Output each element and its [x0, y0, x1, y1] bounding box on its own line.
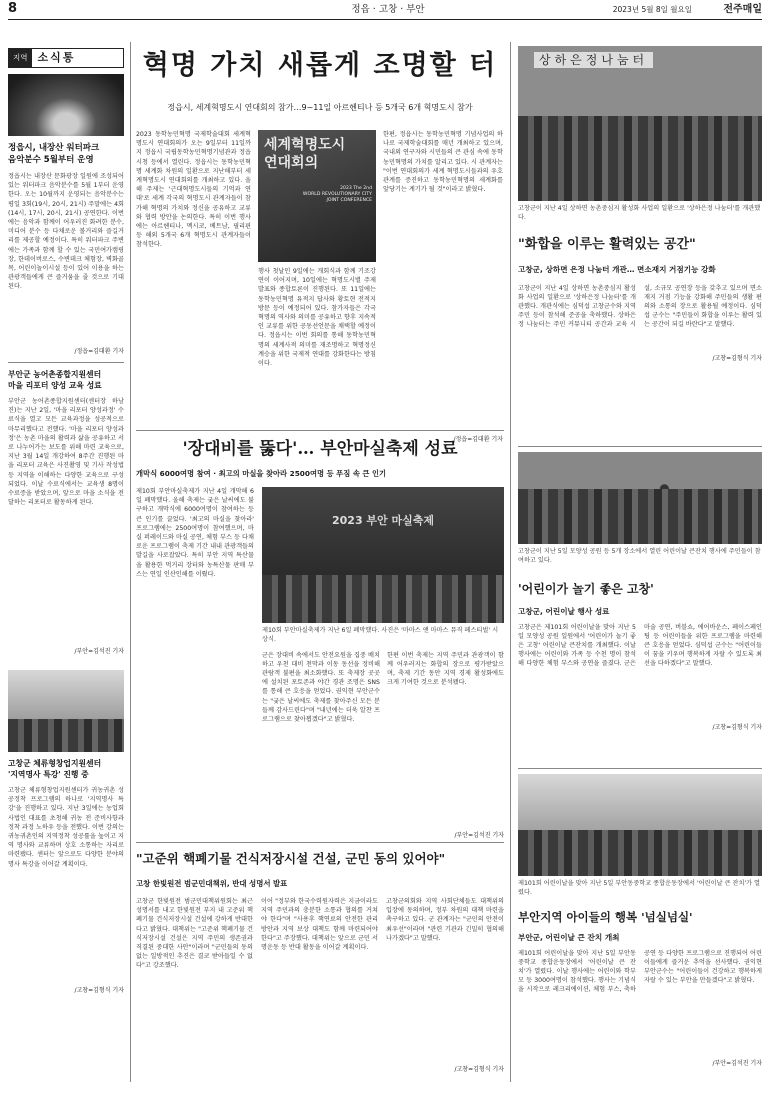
top-story — [136, 46, 504, 449]
right-top-story — [518, 46, 762, 363]
mid-story-byline: /부안=김석진 기자 — [454, 831, 504, 839]
mid-story-caption: 제10회 부안마실축제가 지난 6일 폐막했다. 사진은 '마마스 앤 마마스 뮤직 페스티벌' 시상식. — [262, 627, 499, 643]
ceremony-photo — [518, 46, 762, 201]
story3-byline: /고창=김형식 기자 — [74, 987, 124, 994]
bottom-story-body-3: 고창군의회와 지역 사회단체들도 대책위의 입장에 동의하며, 정부 차원의 대책 마련을 촉구하고 있다. 군 관계자는 "군민의 안전이 최우선"이라며 "관련 기관과 긴밀히 협의해 나가겠다"고 말했다. — [386, 898, 504, 942]
tag-region: 지역 — [9, 48, 32, 68]
mid-story — [136, 436, 504, 867]
right-mid-caption: 고창군이 지난 5일 모양성 공원 등 5개 장소에서 열린 어린이날 큰잔치 행사에 주민들이 참여하고 있다. — [518, 548, 761, 564]
right-top-byline: /고창=김형식 기자 — [712, 354, 762, 362]
story3-headline: 고창군 체류형창업지원센터 '지역명사 특강' 진행 중 — [8, 759, 102, 779]
divider — [8, 362, 124, 363]
top-story-body-1: 2023 동학농민혁명 국제학술대회 세계혁명도시 연대회의가 오는 9일부터 11일까지 정읍시 국립동학농민혁명기념관과 정읍시청 등에서 열린다. 정읍시는 동학농민혁명 세계화 차원의 일환으로 지난해부터 세계혁명도시 연대회의를 개최하고 있다. 올해 주제는 '근대혁명도시들의 기억과 연대'로 세계 각국의 혁명도시 관계자들이 참가해 혁명의 가치와 정신을 공유하고 교류와 협력 방안을 논의한다. 특히 이번 행사에는 아르헨티나, 멕시코, 베트남, 필리핀 등 해외 5개국 6개 혁명도시 관계자들이 참석한다. — [136, 131, 251, 249]
story2-headline: 부안군 농어촌종합지원센터 마을 리포터 양성 교육 성료 — [8, 370, 102, 390]
top-story-byline: /정읍=김대환 기자 — [453, 436, 503, 443]
section-title: 정읍 · 고창 · 부안 — [351, 4, 425, 15]
right-mid-kicker: 고창군, 어린이날 행사 성료 — [518, 606, 610, 616]
kids-event-photo — [518, 774, 762, 876]
lecture-photo — [8, 670, 124, 752]
divider — [136, 842, 504, 843]
bottom-story-headline: "고준위 핵폐기물 건식저장시설 건설, 군민 동의 있어야" — [136, 851, 446, 866]
newspaper-brand: 전주매일 — [723, 4, 762, 15]
mid-story-body-2: 군은 장대비 속에서도 안전요원을 집중 배치하고 우천 대비 천막과 이동 동선을 정비해 관람객 불편을 최소화했다. 또 축제장 곳곳에 설치된 포토존과 야간 경관 조명은 SNS를 통해 큰 호응을 얻었다. 권익현 부안군수는 "궂은 날씨에도 축제를 찾아주신 모든 분들께 감사드린다"며 "내년에는 더욱 알찬 프로그램으로 찾아뵙겠다"고 밝혔다. — [262, 651, 380, 724]
mid-story-body-1: 제10회 부안마실축제가 지난 4일 개막해 6일 폐막했다. 올해 축제는 궂은 날씨에도 불구하고 개막식에 6000여명이 참여하는 등 큰 인기를 끌었다. '최고의 마실을 찾아라' 프로그램에는 2500여명이 참여했으며, 마실 퍼레이드와 마실 공연, 체험 부스 등 다채로운 프로그램이 축제 기간 내내 관광객들의 발길을 사로잡았다. 특히 부안 지역 특산물을 활용한 먹거리 장터와 농특산물 판매 부스는 연일 인산인해를 이뤘다. — [136, 488, 254, 578]
building-sign: 상하은정나눔터 — [534, 52, 653, 68]
bottom-story-body-2: 이어 "정부와 한국수력원자력은 지금이라도 지역 주민과의 충분한 소통과 협의를 거쳐야 한다"며 "사용후 핵연료의 안전한 관리 방안과 지역 보상 대책도 함께 마련되어야 한다"고 주장했다. 대책위는 앞으로 군민 서명운동 등 반대 활동을 이어갈 계획이다. — [261, 898, 378, 952]
right-bottom-body: 제101회 어린이날을 맞아 지난 5일 부안동중학교 종합운동장에서 '어린이날 큰 잔치'가 열렸다. 이날 행사에는 어린이와 학부모 등 3000여명이 참석했다. 행사는 기념식을 시작으로 레크리에이션, 체험 부스, 축하 공연 등 다양한 프로그램으로 진행되어 어린이들에게 즐거운 추억을 선사했다. 권익현 부안군수는 "어린이들이 건강하고 행복하게 자랄 수 있는 부안을 만들겠다"고 밝혔다. — [518, 949, 762, 994]
bottom-story-subhead: 고창 한빛원전 범군민대책위, 반대 성명서 발표 — [136, 879, 288, 888]
right-top-kicker: 고창군, 상하면 은정 나눔터 개관… 면소재지 거점기능 강화 — [518, 264, 716, 274]
right-bottom-caption: 제101회 어린이날을 맞아 지난 5일 부안동중학교 종합운동장에서 '어린이날 큰 잔치'가 열렸다. — [518, 880, 761, 896]
top-story-body-2: 행사 첫날인 9일에는 개회식과 함께 기조강연이 이어지며, 10일에는 혁명도시별 주제발표와 종합토론이 진행된다. 또 11일에는 동학농민혁명 유적지 답사와 황토현 전적지 방문 등이 예정되어 있다. 참가자들은 각국 혁명의 역사와 의미를 공유하고 향후 지속적인 교류를 위한 공동선언문을 채택할 예정이다. 정읍시는 이번 회의를 통해 동학농민혁명의 세계사적 의미를 재조명하고 혁명정신 계승을 위한 국제적 연대를 강화한다는 방침이다. — [258, 268, 376, 368]
divider — [136, 430, 504, 431]
right-mid-body: 고창군은 제101회 어린이날을 맞아 지난 5일 모양성 공원 일원에서 '어린이가 놀기 좋은 고창' 어린이날 큰잔치를 개최했다. 이날 행사에는 어린이와 가족 등 수천 명이 참석해 다양한 체험 부스와 공연을 즐겼다. 군은 마술 공연, 버블쇼, 에어바운스, 페이스페인팅 등 어린이들을 위한 프로그램을 마련해 큰 호응을 얻었다. 심덕섭 군수는 "어린이들이 꿈을 키우며 행복하게 자랄 수 있도록 최선을 다하겠다"고 말했다. — [518, 623, 762, 668]
tag-title: 소식통 — [37, 51, 76, 64]
right-bottom-quote: 부안지역 아이들의 행복 '넘실넘실' — [518, 909, 693, 924]
top-story-headline: 혁명 가치 새롭게 조명할 터 — [142, 50, 498, 81]
story1-byline: /정읍=김대환 기자 — [74, 348, 124, 355]
top-story-subhead: 정읍시, 세계혁명도시 연대회의 참가…9~11일 아르헨티나 등 5개국 6개 혁명도시 참가 — [167, 103, 473, 112]
bottom-story-body-1: 고창군 한빛원전 범군민대책위원회는 최근 성명서를 내고 한빛원전 부지 내 고준위 핵폐기물 건식저장시설 건설에 강하게 반대한다고 밝혔다. 대책위는 "고준위 핵폐기물 건식저장시설 건설은 지역 주민의 생존권과 직결된 중대한 사안"이라며 "군민들의 동의 없는 일방적인 추진은 결코 받아들일 수 없다"고 강조했다. — [136, 898, 253, 970]
page-number: 8 — [8, 1, 18, 16]
poster-title: 세계혁명도시 연대회의 — [264, 137, 346, 171]
right-top-caption: 고창군이 지난 4일 상하면 농촌중심지 활성화 사업의 일환으로 '상하은정 나눔터'를 개관했다. — [518, 205, 761, 221]
left-column — [8, 48, 124, 995]
page-header — [8, 0, 762, 20]
mid-story-body-3: 한편 이번 축제는 지역 주민과 관광객이 함께 어우러지는 화합의 장으로 평가받았으며, 축제 기간 동안 지역 경제 활성화에도 크게 기여한 것으로 분석됐다. — [387, 651, 504, 687]
column-divider-right — [510, 42, 511, 1082]
right-bottom-byline: /부안=김석진 기자 — [712, 1059, 762, 1067]
divider — [518, 768, 762, 769]
divider — [518, 446, 762, 447]
right-mid-byline: /고창=김형식 기자 — [712, 723, 762, 731]
right-bottom-kicker: 부안군, 어린이날 큰 잔치 개최 — [518, 932, 620, 942]
right-top-body: 고창군이 지난 4일 상하면 농촌중심지 활성화 사업의 일환으로 '상하은정 나눔터'를 개관했다. 개관식에는 심덕섭 고창군수와 지역 주민 등이 참석해 준공을 축하했다. 상하은정 나눔터는 주민 커뮤니티 공간과 교육 시설, 소규모 공연장 등을 갖추고 있으며 면소재지 거점 기능을 강화해 주민들의 생활 편의와 소통의 장으로 활용될 예정이다. 심덕섭 군수는 "주민들이 화합을 이루는 활력 있는 공간이 되길 바란다"고 말했다. — [518, 284, 762, 329]
story3-body: 고창군 체류형창업지원센터가 귀농귀촌 성공정착 프로그램의 하나로 '지역명사 특강'을 진행하고 있다. 지난 3일에는 농업회사법인 대표를 초청해 귀농 전 준비사항과 정착 과정 노하우 등을 전했다. 이번 강의는 귀농귀촌인의 지역정착 성공률을 높이고 지역 명사와 교류하며 상호 소통하는 자리로 마련됐다. 센터는 앞으로도 다양한 분야의 명사 특강을 이어갈 계획이다. — [8, 787, 124, 868]
festival-banner: 2023 부안 마실축제 — [331, 514, 435, 527]
top-story-body-3: 한편, 정읍시는 동학농민혁명 기념사업의 하나로 국제학술대회를 매년 개최하고 있으며, 국내외 연구자와 시민들의 큰 관심 속에 동학농민혁명의 가치를 알리고 있다. 시 관계자는 "이번 연대회의가 세계 혁명도시들과의 우호관계를 증진하고 동학농민혁명의 세계화를 앞당기는 계기가 될 것"이라고 밝혔다. — [383, 131, 503, 194]
mid-story-subhead: 개막식 6000여명 참여 · 최고의 마실을 찾아라 2500여명 등 푸짐 속 큰 인기 — [136, 469, 387, 478]
right-bottom-story — [518, 774, 762, 1068]
bottom-story-byline: /고창=김형식 기자 — [454, 1066, 504, 1073]
issue-date: 2023년 5월 8일 월요일 — [612, 5, 692, 14]
conference-poster — [258, 130, 376, 262]
bottom-story — [136, 850, 504, 1077]
story2-byline: /부안=김석진 기자 — [74, 648, 124, 655]
festival-photo — [262, 487, 504, 623]
right-top-quote: "화합을 이루는 활력있는 공간" — [518, 236, 696, 252]
right-mid-quote: '어린이가 놀기 좋은 고창' — [518, 581, 654, 596]
childrens-day-photo — [518, 452, 762, 544]
story1-headline: 정읍시, 내장산 워터파크 음악분수 5월부터 운영 — [8, 143, 100, 165]
story2-body: 부안군 농어촌종합지원센터(센터장 하남진)는 지난 2일, '마을 리포터 양성과정' 수료식을 열고 모든 교육과정을 성공적으로 마무리했다고 전했다. '마을 리포터 양성과정'은 농촌 마을의 활력과 삶을 공유하고 서로 나누어가는 보도를 위해 마련 교육으로, 지난 3월 14일 개강하여 8주간 진행된 마을 리포터 교육은 사진촬영 및 기사 작성법 등 지역을 이해하는 다양한 교육으로 구성되었다. 이날 수료식에서는 교육생 8명이 수료증을 받았으며, 앞으로 마을 소식을 전달하는 리포터로 활동하게 된다. — [8, 398, 124, 507]
column-divider-left — [130, 42, 131, 1082]
mid-story-headline: '장대비를 뚫다'… 부안마실축제 성료 — [182, 439, 458, 459]
column-tag — [8, 48, 124, 68]
story1-body: 정읍시는 내장산 문화광장 일원에 조성되어 있는 워터파크 음악분수를 5월 1부터 운영한다. 오는 10월까지 운영되는 음악분수는 평일 3회(19시, 20시, 21시) 주말에는 4회(14시, 17시, 20시, 21시) 공연한다. 이번에는 음악과 함께이 어우러진 화려한 분수, 미디어 분수 등 다채로운 볼거리와 즐길거리를 제공할 예정이다. 특히 워터파크 주변에는 가족과 함께 할 수 있는 국민여가캠핑장, 한데이버로스, 수변데크 체험장, 벽화골목, 어린이놀이시설 등이 있어 이용을 하는 관광객들에게 큰 즐거움을 줄 것으로 기대된다. — [8, 173, 124, 291]
poster-subtitle: 2023 The 2nd WORLD REVOLUTIONARY CITY JOINT CONFERENCE — [302, 186, 372, 203]
fountain-photo — [8, 74, 124, 136]
right-mid-story — [518, 452, 762, 732]
